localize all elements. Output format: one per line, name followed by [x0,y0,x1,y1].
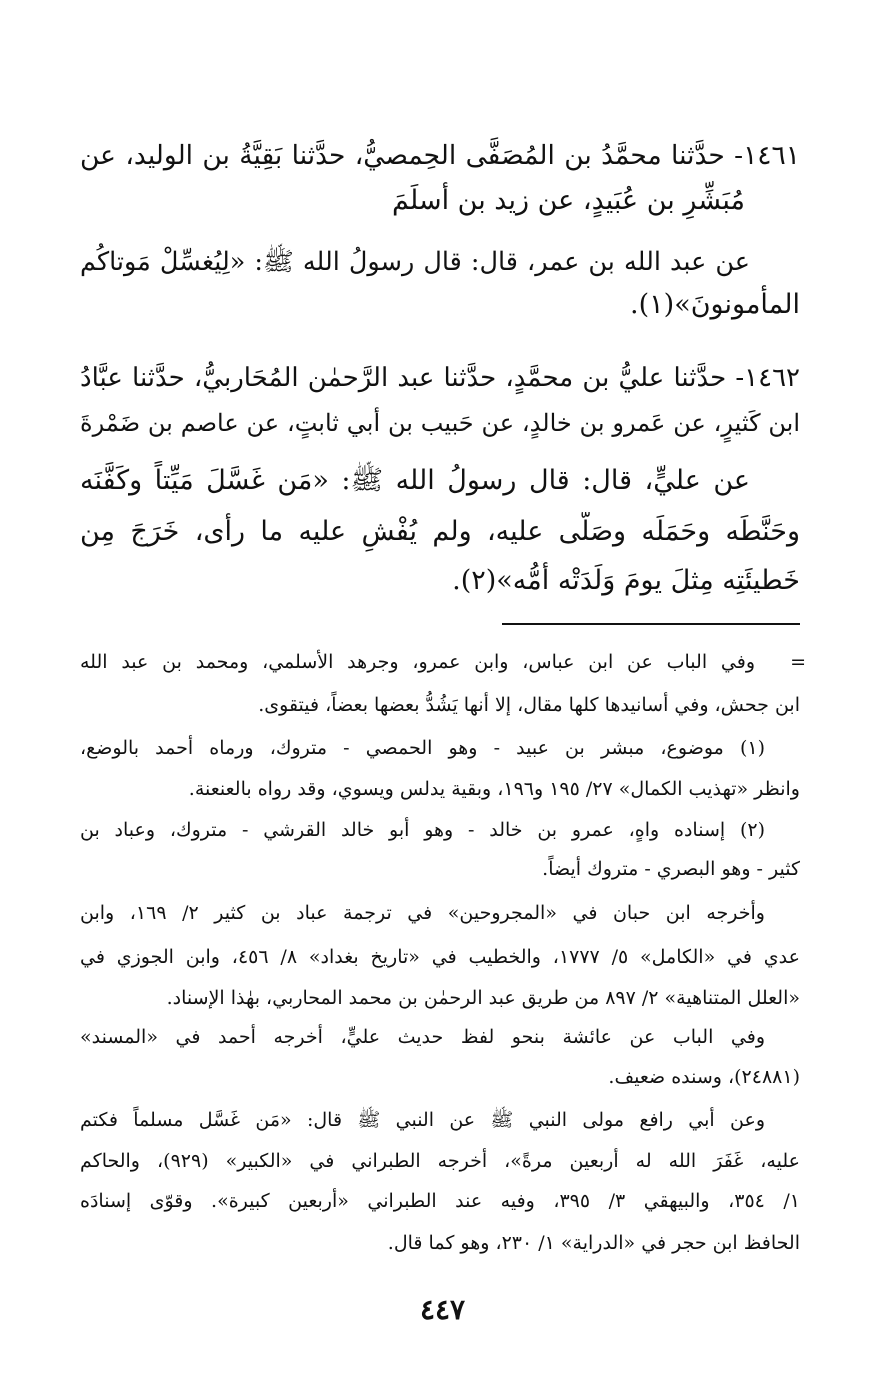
hadith-1462-line-5: خَطيئَتِه مِثلَ يومَ وَلَدَتْه أُمُّه»(٢). [452,565,800,596]
page-number: ٤٤٧ [419,1293,466,1326]
hadith-1461-line-2: مُبَشِّرِ بن عُبَيدٍ، عن زيد بن أسلَمَ [392,185,745,216]
footnote-line-8: عدي في «الكامل» ٥/ ١٧٧٧، والخطيب في «تاريخ بغداد» ٨/ ٤٥٦، وابن الجوزي في [80,946,800,968]
footnote-line-11: (٢٤٨٨١)، وسنده ضعيف. [608,1066,800,1088]
footnote-line-2: ابن جحش، وفي أسانيدها كلها مقال، إلا أنها يَشُدُّ بعضها بعضاً، فيتقوى. [258,694,800,716]
hadith-1462-line-2: ابن كَثيرٍ، عن عَمرو بن خالدٍ، عن حَبيب بن أبي ثابتٍ، عن عاصم بن ضَمْرةَ [80,409,800,437]
footnote-line-3: (١) موضوع، مبشر بن عبيد - وهو الحمصي - متروك، ورماه أحمد بالوضع، [80,737,765,759]
footnote-line-1: وفي الباب عن ابن عباس، وابن عمرو، وجرهد الأسلمي، ومحمد بن عبد الله [80,651,755,673]
hadith-1461-line-1: ١٤٦١- حدَّثنا محمَّدُ بن المُصَفَّى الحِمصيُّ، حدَّثنا بَقِيَّةُ بن الوليد، عن [80,140,800,171]
footnote-line-6: كثير - وهو البصري - متروك أيضاً. [542,858,800,880]
footnote-line-10: وفي الباب عن عائشة بنحو لفظ حديث عليٍّ، أخرجه أحمد في «المسند» [80,1026,765,1048]
footnote-line-5: (٢) إسناده واهٍ، عمرو بن خالد - وهو أبو خالد القرشي - متروك، وعباد بن [80,819,765,841]
footnote-line-12: وعن أبي رافع مولى النبي ﷺ عن النبي ﷺ قال: «مَن غَسَّل مسلماً فكتم [80,1109,765,1131]
hadith-1462-line-1: ١٤٦٢- حدَّثنا عليُّ بن محمَّدٍ، حدَّثنا عبد الرَّحمٰن المُحَاربيُّ، حدَّثنا عبَّادُ [80,363,800,393]
hadith-1461-line-3: عن عبد الله بن عمر، قال: قال رسولُ الله ﷺ: «لِيُغسِّلْ مَوتاكُم [80,247,750,277]
footnote-line-4: وانظر «تهذيب الكمال» ٢٧/ ١٩٥ و١٩٦، وبقية يدلس ويسوي، وقد رواه بالعنعنة. [188,778,800,800]
continuation-mark: = [790,651,806,673]
hadith-1461-line-4: المأمونونَ»(١). [630,289,800,320]
hadith-1462-line-4: وحَنَّطَه وحَمَلَه وصَلَّى عليه، ولم يُفْشِ عليه ما رأى، خَرَجَ مِن [80,516,800,547]
footnote-line-9: «العلل المتناهية» ٢/ ٨٩٧ من طريق عبد الرحمٰن بن محمد المحاربي، بهٰذا الإسناد. [166,987,800,1009]
footnote-line-13: عليه، غَفَرَ الله له أربعين مرةً»، أخرجه الطبراني في «الكبير» (٩٢٩)، والحاكم [80,1150,800,1172]
footnote-line-15: الحافظ ابن حجر في «الدراية» ١/ ٢٣٠، وهو كما قال. [387,1232,800,1254]
footnote-line-7: وأخرجه ابن حبان في «المجروحين» في ترجمة عباد بن كثير ٢/ ١٦٩، وابن [80,902,765,924]
hadith-1462-line-3: عن عليٍّ، قال: قال رسولُ الله ﷺ: «مَن غَسَّلَ مَيِّتاً وكَفَّنَه [80,465,750,496]
footnote-separator [502,623,800,625]
footnote-line-14: ١/ ٣٥٤، والبيهقي ٣/ ٣٩٥، وفيه عند الطبراني «أربعين كبيرة». وقوّى إسنادَه [80,1190,800,1212]
